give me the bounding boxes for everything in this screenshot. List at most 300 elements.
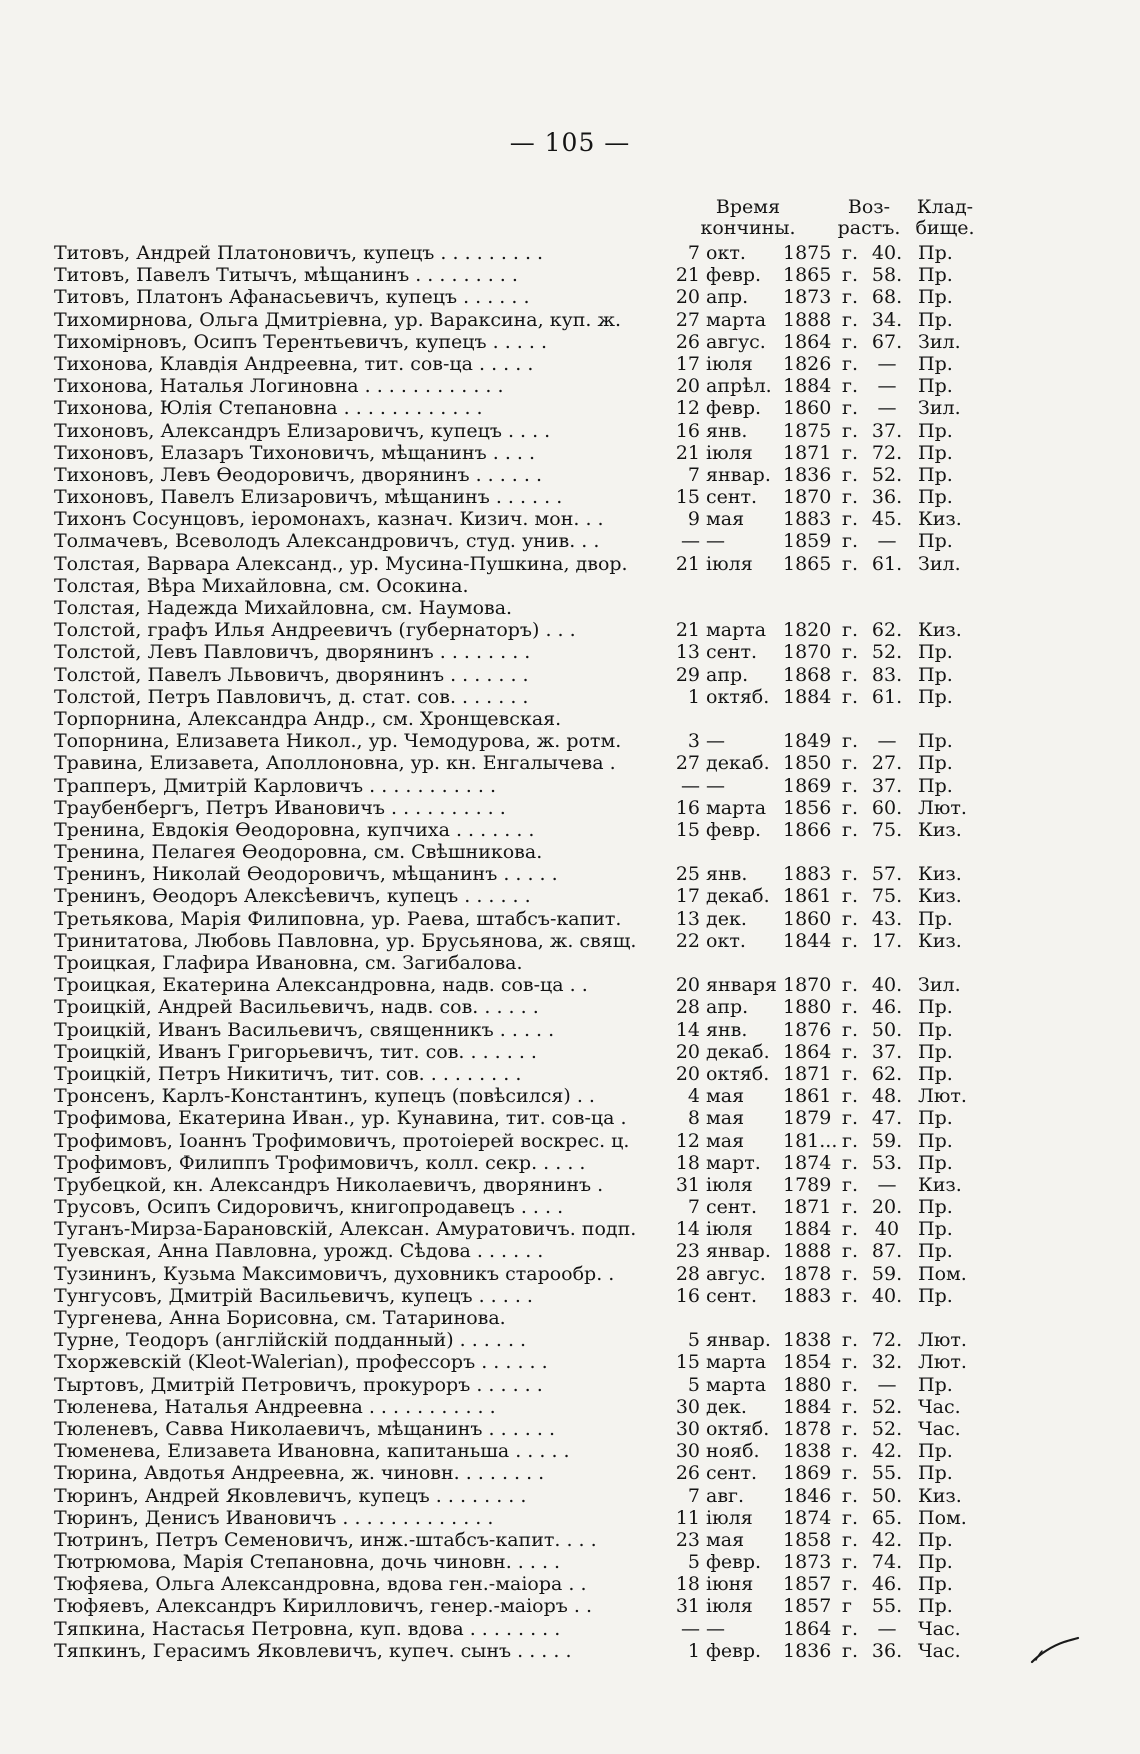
list-item [0, 1041, 1140, 1063]
list-item [0, 619, 1140, 641]
entry-cemetery: Пр. [918, 419, 953, 442]
entry-cemetery: Зил. [918, 974, 961, 997]
entry-name: Топорнина, Елизавета Никол., ур. Чемодурова, ж. ротм. [54, 730, 622, 753]
entry-year: 1859 [783, 530, 832, 553]
entry-cemetery: Пр. [918, 1062, 953, 1085]
entry-age: — [877, 397, 897, 420]
entry-name: Торпорнина, Александра Андр., см. Хронщевская. [54, 707, 562, 730]
entry-month: январ. [706, 1240, 771, 1263]
entry-day: 4 [687, 1085, 700, 1108]
entry-cemetery: Лют. [918, 1329, 967, 1352]
entry-month: нояб. [706, 1440, 760, 1463]
entry-age: 83. [871, 663, 903, 686]
entry-name: Тургенева, Анна Борисовна, см. Татаринова. [54, 1307, 506, 1329]
entry-year: 1860 [783, 907, 832, 930]
entry-name: Трофимовъ, Филиппъ Трофимовичъ, колл. секр. . . . . [54, 1151, 586, 1174]
entry-year: 1888 [783, 308, 832, 331]
entry-month: февр. [706, 1551, 762, 1574]
entry-cemetery: Пр. [918, 530, 953, 553]
entry-month: марта [706, 308, 767, 331]
list-item [0, 597, 1140, 619]
list-item [0, 885, 1140, 907]
entry-age: 43. [871, 907, 903, 930]
entry-name: Тюленева, Наталья Андреевна . . . . . . . . . . . [54, 1395, 496, 1418]
entry-year: 1869 [783, 1462, 832, 1485]
list-item [0, 264, 1140, 286]
list-item [0, 1507, 1140, 1529]
entry-year-suffix: г. [842, 286, 858, 309]
entry-cemetery: Киз. [918, 929, 962, 952]
entry-year: 1884 [783, 1218, 832, 1241]
entry-day: 31 [675, 1173, 700, 1196]
entry-day: 8 [687, 1107, 700, 1130]
entry-month: іюля [706, 1595, 753, 1618]
entry-age: — [877, 730, 897, 753]
entry-year: 1884 [783, 1395, 832, 1418]
entry-year-suffix: г. [842, 1484, 858, 1507]
entry-age: 72. [871, 441, 903, 464]
entry-day: 23 [675, 1240, 700, 1263]
entry-year-suffix: г. [842, 1040, 858, 1063]
entry-name: Толстая, Надежда Михайловна, см. Наумова. [54, 597, 513, 619]
entry-age: 53. [871, 1151, 903, 1174]
entry-age: 61. [871, 552, 903, 575]
entry-day: 15 [675, 486, 700, 509]
entry-year-suffix: г. [842, 242, 858, 264]
entry-month: сент. [706, 641, 758, 664]
entry-year-suffix: г. [842, 1462, 858, 1485]
entry-day: 20 [675, 1062, 700, 1085]
column-headers [0, 197, 1140, 243]
entry-day: 17 [675, 352, 700, 375]
entry-month: — [706, 1617, 725, 1640]
entry-name: Толстой, Левъ Павловичъ, дворянинъ . . . . . . . . [54, 641, 531, 664]
list-item [0, 686, 1140, 708]
list-item [0, 420, 1140, 442]
entry-year-suffix: г. [842, 1129, 858, 1152]
entry-cemetery: Пр. [918, 1240, 953, 1263]
entry-day: — [681, 530, 700, 553]
entry-month: іюля [706, 552, 753, 575]
entry-age: 46. [871, 1573, 903, 1596]
entry-month: апрѣл. [706, 375, 772, 398]
entry-cemetery: Пр. [918, 1196, 953, 1219]
entry-month: іюля [706, 441, 753, 464]
entry-name: Тюленевъ, Савва Николаевичъ, мѣщанинъ . . . . . . [54, 1417, 555, 1440]
entry-year-suffix: г. [842, 885, 858, 908]
entry-age: 72. [871, 1329, 903, 1352]
entry-year: 1836 [783, 1639, 832, 1662]
entry-year-suffix: г. [842, 774, 858, 797]
entry-year: 1870 [783, 486, 832, 509]
entry-year: 1850 [783, 752, 832, 775]
entry-year: 1883 [783, 508, 832, 531]
entry-cemetery: Пр. [918, 685, 953, 708]
entry-cemetery: Час. [918, 1395, 961, 1418]
entry-month: іюня [706, 1573, 754, 1596]
entry-name: Тузининъ, Кузьма Максимовичъ, духовникъ старообр. . [54, 1262, 615, 1285]
entry-age: 52. [871, 463, 903, 486]
entry-month: — [706, 774, 725, 797]
list-item [0, 1218, 1140, 1240]
entry-age: 52. [871, 1395, 903, 1418]
list-item [0, 1485, 1140, 1507]
entry-name: Толстая, Варвара Александ., ур. Мусина-Пушкина, двор. [54, 552, 628, 575]
entry-age: 45. [871, 508, 903, 531]
entry-year: 1871 [783, 441, 832, 464]
list-item [0, 1529, 1140, 1551]
entry-day: — [681, 1617, 700, 1640]
entry-name: Третьякова, Марія Филиповна, ур. Раева, штабсъ-капит. [54, 907, 622, 930]
list-item [0, 908, 1140, 930]
entry-day: 11 [675, 1506, 700, 1529]
entry-year-suffix: г. [842, 1196, 858, 1219]
list-item [0, 486, 1140, 508]
entry-month: іюля [706, 352, 753, 375]
entry-month: сент. [706, 1196, 758, 1219]
entry-age: 32. [871, 1351, 903, 1374]
entry-name: Тихоновъ, Павелъ Елизаровичъ, мѣщанинъ . . . . . . [54, 486, 563, 509]
entry-year: 1878 [783, 1417, 832, 1440]
entry-year: 1838 [783, 1329, 832, 1352]
list-item [0, 397, 1140, 419]
entry-day: 26 [675, 1462, 700, 1485]
entry-name: Тихоновъ, Александръ Елизаровичъ, купецъ . . . . [54, 419, 551, 442]
entry-month: янв. [706, 1018, 748, 1041]
entry-age: 62. [871, 619, 903, 642]
entry-name: Толстой, Петръ Павловичъ, д. стат. сов. . . . . . . [54, 685, 529, 708]
list-item [0, 442, 1140, 464]
header-cemetery: Клад- бище. [915, 196, 975, 239]
necrology-list [0, 242, 1140, 1662]
entry-cemetery: Киз. [918, 818, 962, 841]
entry-cemetery: Пр. [918, 663, 953, 686]
entry-age: — [877, 1617, 897, 1640]
entry-day: 30 [675, 1440, 700, 1463]
entry-year: 1878 [783, 1262, 832, 1285]
entry-year-suffix: г. [842, 863, 858, 886]
entry-day: 5 [687, 1329, 700, 1352]
entry-year-suffix: г. [842, 1551, 858, 1574]
entry-age: 40. [871, 1284, 903, 1307]
entry-year-suffix: г. [842, 1062, 858, 1085]
entry-month: — [706, 530, 725, 553]
entry-name: Троицкій, Иванъ Васильевичъ, священникъ . . . . . [54, 1018, 555, 1041]
entry-name: Тихомирнова, Ольга Дмитріевна, ур. Вараксина, куп. ж. [54, 308, 622, 331]
entry-day: 7 [687, 242, 700, 264]
entry-year-suffix: г. [842, 397, 858, 420]
entry-year-suffix: г. [842, 752, 858, 775]
entry-year-suffix: г. [842, 508, 858, 531]
list-item [0, 1085, 1140, 1107]
entry-month: іюля [706, 1506, 753, 1529]
entry-cemetery: Час. [918, 1417, 961, 1440]
entry-name: Тренина, Евдокія Ѳеодоровна, купчиха . . . . . . . [54, 818, 535, 841]
entry-day: 21 [675, 552, 700, 575]
entry-day: 18 [675, 1151, 700, 1174]
list-item [0, 1240, 1140, 1262]
list-item [0, 1374, 1140, 1396]
entry-cemetery: Киз. [918, 1484, 962, 1507]
entry-name: Титовъ, Андрей Платоновичъ, купецъ . . . . . . . . . [54, 242, 544, 264]
entry-month: февр. [706, 264, 762, 287]
entry-day: 30 [675, 1395, 700, 1418]
entry-month: октяб. [706, 1417, 770, 1440]
list-item [0, 752, 1140, 774]
entry-age: 20. [871, 1196, 903, 1219]
entry-name: Туевская, Анна Павловна, урожд. Сѣдова . . . . . . [54, 1240, 544, 1263]
entry-name: Тихонъ Сосунцовъ, іеромонахъ, казнач. Кизич. мон. . . [54, 508, 604, 531]
entry-year: 1864 [783, 1040, 832, 1063]
entry-age: 57. [871, 863, 903, 886]
list-item [0, 1263, 1140, 1285]
list-item [0, 553, 1140, 575]
entry-name: Тринитатова, Любовь Павловна, ур. Брусьянова, ж. свящ. [54, 929, 637, 952]
entry-year: 1844 [783, 929, 832, 952]
entry-name: Траубенбергъ, Петръ Ивановичъ . . . . . . . . . . [54, 796, 506, 819]
list-item [0, 641, 1140, 663]
entry-year: 1879 [783, 1107, 832, 1130]
entry-age: 37. [871, 419, 903, 442]
entry-age: 42. [871, 1528, 903, 1551]
list-item [0, 1462, 1140, 1484]
entry-year: 1874 [783, 1151, 832, 1174]
entry-year-suffix: г. [842, 1329, 858, 1352]
entry-age: 40 [874, 1218, 900, 1241]
entry-name: Тихомірновъ, Осипъ Терентьевичъ, купецъ . . . . . [54, 330, 547, 353]
list-item [0, 286, 1140, 308]
entry-year-suffix: г. [842, 663, 858, 686]
entry-month: іюля [706, 1218, 753, 1241]
entry-name: Троицкая, Глафира Ивановна, см. Загибалова. [54, 952, 523, 974]
entry-cemetery: Пр. [918, 1107, 953, 1130]
entry-year-suffix: г. [842, 818, 858, 841]
entry-cemetery: Пр. [918, 1151, 953, 1174]
entry-day: 15 [675, 1351, 700, 1374]
entry-year: 1883 [783, 1284, 832, 1307]
entry-year-suffix: г. [842, 1085, 858, 1108]
entry-name: Травина, Елизавета, Аполлоновна, ур. кн. Енгалычева . [54, 752, 616, 775]
entry-cemetery: Пр. [918, 441, 953, 464]
entry-age: 42. [871, 1440, 903, 1463]
entry-day: 28 [675, 996, 700, 1019]
entry-month: март. [706, 1151, 761, 1174]
list-item [0, 841, 1140, 863]
entry-year-suffix: г. [842, 352, 858, 375]
entry-year: 1875 [783, 242, 832, 264]
entry-year: 1883 [783, 863, 832, 886]
entry-year-suffix: г. [842, 1240, 858, 1263]
list-item [0, 664, 1140, 686]
entry-year: 1884 [783, 685, 832, 708]
entry-cemetery: Зил. [918, 397, 961, 420]
entry-year: 1789 [783, 1173, 832, 1196]
entry-year-suffix: г. [842, 1395, 858, 1418]
entry-month: мая [706, 1107, 745, 1130]
entry-name: Тюфяева, Ольга Александровна, вдова ген.-маіора . . [54, 1573, 587, 1596]
list-item [0, 331, 1140, 353]
entry-age: 37. [871, 774, 903, 797]
entry-name: Тренинъ, Ѳеодоръ Алексѣевичъ, купецъ . . . . . . [54, 885, 531, 908]
entry-year-suffix: г. [842, 419, 858, 442]
header-age: Воз- растъ. [837, 196, 901, 239]
list-item [0, 309, 1140, 331]
entry-month: декаб. [706, 1040, 770, 1063]
entry-day: 16 [675, 419, 700, 442]
entry-cemetery: Киз. [918, 863, 962, 886]
entry-age: 75. [871, 885, 903, 908]
entry-year: 1874 [783, 1506, 832, 1529]
entry-year-suffix: г. [842, 907, 858, 930]
entry-name: Тронсенъ, Карлъ-Константинъ, купецъ (повѣсился) . . [54, 1085, 595, 1108]
entry-month: авгус. [706, 1262, 766, 1285]
entry-age: 34. [871, 308, 903, 331]
entry-year-suffix: г. [842, 796, 858, 819]
entry-age: — [877, 1373, 897, 1396]
list-item [0, 464, 1140, 486]
entry-month: январ. [706, 463, 771, 486]
entry-year: 181... [783, 1129, 838, 1152]
entry-year-suffix: г. [842, 641, 858, 664]
entry-day: 12 [675, 397, 700, 420]
entry-day: 5 [687, 1373, 700, 1396]
entry-month: авгус. [706, 330, 766, 353]
entry-age: 50. [871, 1018, 903, 1041]
list-item [0, 1107, 1140, 1129]
entry-day: 26 [675, 330, 700, 353]
entry-year-suffix: г. [842, 730, 858, 753]
entry-year: 1869 [783, 774, 832, 797]
entry-age: 37. [871, 1040, 903, 1063]
entry-day: 20 [675, 375, 700, 398]
entry-day: 21 [675, 619, 700, 642]
entry-day: 1 [687, 685, 700, 708]
entry-cemetery: Пр. [918, 264, 953, 287]
entry-year: 1861 [783, 1085, 832, 1108]
entry-year-suffix: г. [842, 1506, 858, 1529]
entry-cemetery: Пр. [918, 907, 953, 930]
entry-year-suffix: г. [842, 1573, 858, 1596]
entry-day: 14 [675, 1018, 700, 1041]
entry-year: 1846 [783, 1484, 832, 1507]
entry-name: Титовъ, Павелъ Титычъ, мѣщанинъ . . . . . . . . . [54, 264, 518, 287]
list-item [0, 1285, 1140, 1307]
entry-year-suffix: г. [842, 1351, 858, 1374]
entry-year: 1820 [783, 619, 832, 642]
entry-year-suffix: г. [842, 530, 858, 553]
entry-day: 27 [675, 308, 700, 331]
entry-name: Тренинъ, Николай Ѳеодоровичъ, мѣщанинъ . . . . . [54, 863, 558, 886]
entry-day: 30 [675, 1417, 700, 1440]
entry-name: Турне, Теодоръ (англійскій подданный) . . . . . . [54, 1329, 527, 1352]
entry-month: апр. [706, 996, 749, 1019]
entry-name: Тютринъ, Петръ Семеновичъ, инж.-штабсъ-капит. . . . [54, 1528, 597, 1551]
list-item [0, 708, 1140, 730]
entry-cemetery: Пр. [918, 641, 953, 664]
list-item [0, 863, 1140, 885]
entry-year: 1826 [783, 352, 832, 375]
entry-year-suffix: г. [842, 1617, 858, 1640]
entry-year: 1854 [783, 1351, 832, 1374]
entry-day: 12 [675, 1129, 700, 1152]
entry-day: 15 [675, 818, 700, 841]
entry-year: 1838 [783, 1440, 832, 1463]
list-item [0, 1396, 1140, 1418]
entry-cemetery: Киз. [918, 619, 962, 642]
list-item [0, 930, 1140, 952]
entry-name: Тихонова, Клавдія Андреевна, тит. сов-ца . . . . . [54, 352, 534, 375]
entry-year: 1873 [783, 286, 832, 309]
entry-age: 87. [871, 1240, 903, 1263]
entry-name: Тхоржевскій (Kleot-Walerian), профессоръ . . . . . . [54, 1351, 548, 1374]
entry-day: 13 [675, 641, 700, 664]
entry-year: 1871 [783, 1062, 832, 1085]
entry-month: декаб. [706, 885, 770, 908]
list-item [0, 996, 1140, 1018]
entry-month: мая [706, 508, 745, 531]
entry-day: — [681, 774, 700, 797]
list-item [0, 819, 1140, 841]
entry-day: 22 [675, 929, 700, 952]
entry-age: 74. [871, 1551, 903, 1574]
entry-name: Троицкій, Иванъ Григорьевичъ, тит. сов. . . . . . . [54, 1040, 537, 1063]
entry-name: Толстой, графъ Илья Андреевичъ (губернаторъ) . . . [54, 619, 576, 642]
entry-cemetery: Пр. [918, 1573, 953, 1596]
list-item [0, 530, 1140, 552]
entry-year-suffix: г. [842, 441, 858, 464]
entry-month: апр. [706, 286, 749, 309]
entry-cemetery: Пр. [918, 1284, 953, 1307]
entry-month: марта [706, 1373, 767, 1396]
entry-day: 20 [675, 974, 700, 997]
entry-year-suffix: г. [842, 1639, 858, 1662]
entry-day: 21 [675, 264, 700, 287]
entry-day: 7 [687, 463, 700, 486]
list-item [0, 974, 1140, 996]
entry-age: 47. [871, 1107, 903, 1130]
entry-year-suffix: г. [842, 996, 858, 1019]
entry-month: — [706, 730, 725, 753]
header-date-of-death: Время кончины. [700, 196, 796, 239]
entry-day: 5 [687, 1551, 700, 1574]
entry-cemetery: Час. [918, 1639, 961, 1662]
entry-age: — [877, 1173, 897, 1196]
entry-name: Трофимовъ, Іоаннъ Трофимовичъ, протоіерей воскрес. ц. [54, 1129, 630, 1152]
entry-name: Тюрина, Авдотья Андреевна, ж. чиновн. . . . . . . . [54, 1462, 545, 1485]
entry-day: 29 [675, 663, 700, 686]
entry-age: 40. [871, 974, 903, 997]
entry-name: Тюринъ, Денисъ Ивановичъ . . . . . . . . . . . . . [54, 1506, 494, 1529]
entry-year: 1865 [783, 552, 832, 575]
entry-year: 1836 [783, 463, 832, 486]
entry-age: 55. [871, 1595, 903, 1618]
entry-age: 17. [871, 929, 903, 952]
entry-year-suffix: г. [842, 463, 858, 486]
entry-month: дек. [706, 1395, 747, 1418]
entry-year-suffix: г. [842, 1528, 858, 1551]
entry-age: 65. [871, 1506, 903, 1529]
entry-month: мая [706, 1528, 745, 1551]
entry-month: окт. [706, 242, 746, 264]
entry-month: февр. [706, 818, 762, 841]
entry-cemetery: Пр. [918, 774, 953, 797]
entry-name: Тунгусовъ, Дмитрій Васильевичъ, купецъ . . . . . [54, 1284, 533, 1307]
entry-name: Тютрюмова, Марія Степановна, дочь чиновн. . . . . [54, 1551, 561, 1574]
entry-year: 1870 [783, 641, 832, 664]
entry-name: Тихоновъ, Левъ Ѳеодоровичъ, дворянинъ . . . . . . [54, 463, 543, 486]
entry-year-suffix: г. [842, 1018, 858, 1041]
entry-year-suffix: г. [842, 330, 858, 353]
